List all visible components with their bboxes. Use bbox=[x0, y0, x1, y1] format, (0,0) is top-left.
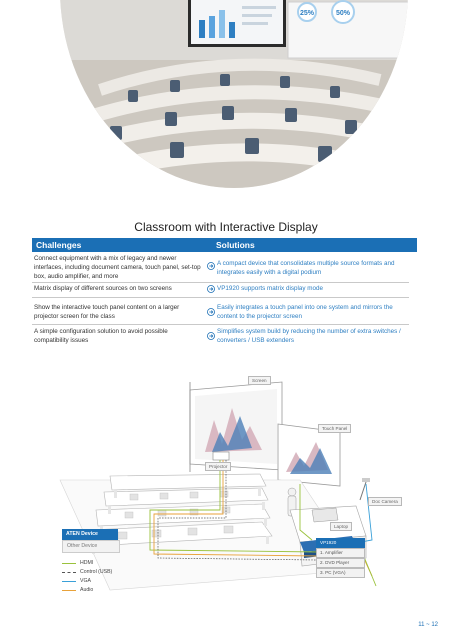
challenge-text: A simple configuration solution to avoid possible compatibility issues bbox=[34, 328, 168, 344]
screen-value-2: 50% bbox=[335, 10, 351, 17]
solution-text: Simplifies system build by reducing the number of extra switches / converters / USB extenders bbox=[217, 328, 401, 344]
table-row bbox=[32, 284, 409, 298]
output-item: 2. DVD Player bbox=[316, 558, 365, 568]
solution-text: VP1920 supports matrix display mode bbox=[217, 285, 324, 292]
solution-text: Easily integrates a touch panel into one system and mirrors the content to the projector screen bbox=[217, 304, 393, 320]
legend-vga-label: VGA bbox=[80, 578, 91, 584]
table-row bbox=[32, 254, 409, 283]
challenges-header: Challenges bbox=[32, 238, 207, 252]
solution-text: A compact device that consolidates multiple source formats and integrates easily with a digital podium bbox=[217, 260, 395, 276]
device-label-vp1920: VP1920 bbox=[316, 538, 365, 548]
label-touch-panel: Touch Panel bbox=[318, 424, 351, 433]
legend-control-line bbox=[62, 572, 76, 573]
legend-audio-label: Audio bbox=[80, 587, 94, 593]
legend-hdmi-line bbox=[62, 563, 76, 564]
challenge-text: Matrix display of different sources on two screens bbox=[34, 285, 172, 292]
legend-vga-line bbox=[62, 581, 76, 582]
output-item: 1. Amplifier bbox=[316, 548, 365, 558]
installation-diagram bbox=[0, 360, 452, 620]
page-number: 11 ~ 12 bbox=[418, 622, 438, 628]
challenge-text: Connect equipment with a mix of legacy and newer interfaces, including document camera, touch panel, set-top box, audio amplifier, and more bbox=[34, 255, 201, 280]
label-doc-camera: Doc Camera bbox=[368, 497, 402, 506]
section-title: Classroom with Interactive Display bbox=[134, 220, 318, 234]
legend-control-label: Control (USB) bbox=[80, 569, 113, 575]
table-row bbox=[32, 327, 409, 348]
arrow-right-icon bbox=[207, 262, 215, 270]
label-laptop: Laptop bbox=[330, 522, 352, 531]
classroom-photo bbox=[60, 0, 408, 188]
arrow-right-icon bbox=[207, 308, 215, 316]
arrow-right-icon bbox=[207, 285, 215, 293]
output-item: 3. PC (VGA) bbox=[316, 568, 365, 578]
solutions-header: Solutions bbox=[207, 238, 417, 252]
label-projector: Projector bbox=[205, 462, 231, 471]
legend-hdmi-label: HDMI bbox=[80, 560, 94, 566]
arrow-right-icon bbox=[207, 332, 215, 340]
table-row bbox=[32, 303, 409, 325]
label-screen: Screen bbox=[248, 376, 271, 385]
legend-other-device: Other Device bbox=[62, 540, 120, 553]
legend-audio-line bbox=[62, 590, 76, 591]
legend-aten-device: ATEN Device bbox=[62, 529, 118, 540]
screen-value-1: 25% bbox=[299, 10, 315, 17]
challenge-text: Show the interactive touch panel content on a larger projector screen for the class bbox=[34, 304, 180, 320]
